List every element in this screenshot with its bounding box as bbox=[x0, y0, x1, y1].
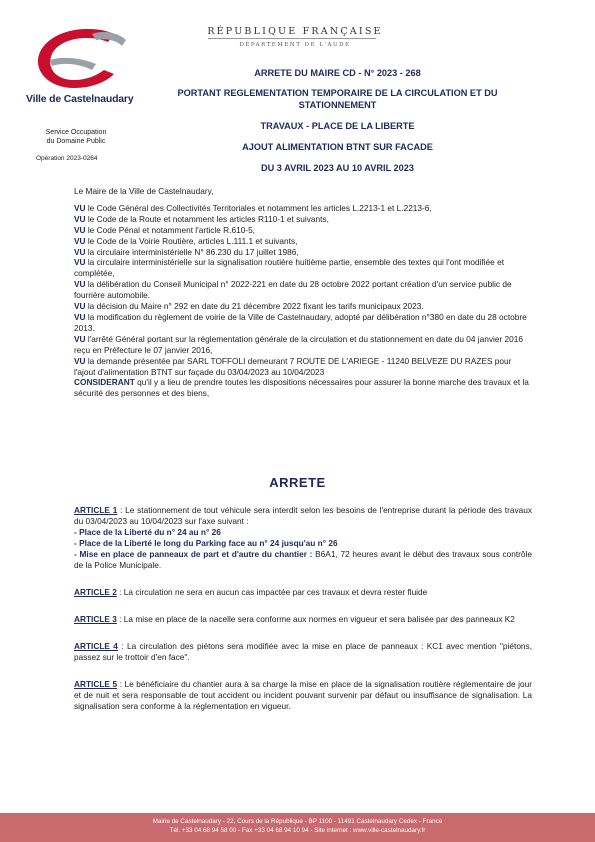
vu-text: le Code Pénal et notamment l'article R.610-5, bbox=[85, 224, 255, 235]
vu-label: VU bbox=[74, 246, 86, 257]
article-text: : La circulation ne sera en aucun cas impactée par ces travaux et devra rester fluide bbox=[116, 587, 428, 597]
city-name: Ville de Castelnaudary bbox=[26, 93, 134, 105]
article-label: ARTICLE 4 bbox=[74, 641, 118, 651]
vu-item bbox=[74, 301, 532, 312]
vu-text: la décision du Maire n° 292 en date du 21 décembre 2022 fixant les tarifs municipaux 2023. bbox=[85, 301, 424, 312]
department-title: DÉPARTEMENT DE L'AUDE bbox=[239, 42, 351, 48]
article-3 bbox=[74, 614, 532, 625]
article-label: ARTICLE 2 bbox=[74, 587, 117, 597]
vu-text: le Code Général des Collectivités Territoriales et notamment les articles L.2213-1 et L.2213-6, bbox=[85, 202, 432, 213]
vu-item bbox=[74, 356, 532, 378]
republic-divider bbox=[208, 38, 376, 39]
vu-label: VU bbox=[74, 224, 86, 235]
decree-subject-line-2: STATIONNEMENT bbox=[298, 99, 377, 110]
service-line-2: du Domaine Public bbox=[46, 138, 106, 145]
page-footer bbox=[0, 813, 595, 842]
considerant-item bbox=[74, 377, 532, 399]
considerant-label: CONSIDERANT bbox=[74, 377, 135, 388]
vu-text: la modification du règlement de voirie de la Ville de Castelnaudary, adopté par délibération n°380 en date du 28 octobre 2013. bbox=[74, 311, 527, 333]
vu-label: VU bbox=[74, 202, 86, 213]
decree-number: ARRETE DU MAIRE CD - N° 2023 - 268 bbox=[254, 68, 421, 78]
article-4 bbox=[74, 641, 532, 663]
vu-label: VU bbox=[74, 213, 86, 224]
decree-works: TRAVAUX - PLACE DE LA LIBERTE bbox=[260, 121, 415, 131]
decree-dates: DU 3 AVRIL 2023 AU 10 AVRIL 2023 bbox=[260, 163, 415, 173]
vu-label: VU bbox=[74, 301, 86, 312]
vu-item bbox=[74, 203, 532, 214]
decree-works-detail: AJOUT ALIMENTATION BTNT SUR FACADE bbox=[242, 142, 433, 152]
arrete-heading: ARRETE bbox=[269, 475, 326, 490]
vu-item bbox=[74, 312, 532, 334]
vu-text: l'arrêté Général portant sur la réglementation générale de la circulation et du stationnement en date du 04 janvier 2016 reçu en Préfecture le 07 janvier 2016, bbox=[74, 333, 523, 355]
preamble bbox=[74, 186, 532, 399]
vu-label: VU bbox=[74, 333, 86, 344]
article-label: ARTICLE 3 bbox=[74, 614, 117, 624]
article-1-signs-label: - Mise en place de panneaux de part et d'autre du chantier : bbox=[74, 549, 313, 559]
article-1 bbox=[74, 505, 532, 571]
article-label: ARTICLE 5 bbox=[74, 679, 118, 689]
vu-label: VU bbox=[74, 279, 86, 290]
footer-contact: Tél. +33 04 68 94 58 00 - Fax +33 04 68 94 10 94 - Site internet : www.ville-castelnaudary.fr bbox=[169, 827, 426, 834]
article-5 bbox=[74, 679, 532, 712]
article-text: : Le bénéficiaire du chantier aura à sa charge la mise en place de la signalisation routière réglementaire de jour et de nuit et sera responsable de tout accident ou incident pouvant survenir par défaut ou insuffisance de signalisation. La signalisation sera conforme à la réglementation en vigueur. bbox=[74, 679, 532, 711]
article-1-street-1: - Place de la Liberté du n° 24 au n° 26 bbox=[74, 527, 221, 537]
vu-label: VU bbox=[74, 311, 86, 322]
vu-item bbox=[74, 257, 532, 279]
article-text: : La mise en place de la nacelle sera conforme aux normes en vigueur et sera balisée par des panneaux K2 bbox=[116, 614, 515, 624]
vu-text: le Code de la Route et notamment les articles R110-1 et suivants, bbox=[85, 213, 329, 224]
vu-label: VU bbox=[74, 235, 86, 246]
operation-number: Opération 2023-0264 bbox=[36, 155, 98, 162]
vu-item bbox=[74, 279, 532, 301]
vu-item bbox=[74, 214, 532, 225]
vu-text: la délibération du Conseil Municipal n° 2022-221 en date du 28 octobre 2022 portant création d'un service public de fourrière automobile. bbox=[74, 279, 512, 301]
republic-title: RÉPUBLIQUE FRANÇAISE bbox=[207, 26, 383, 37]
article-2 bbox=[74, 587, 532, 598]
vu-item bbox=[74, 225, 532, 236]
vu-item bbox=[74, 236, 532, 247]
article-1-signs-text: B6A1, 72 heures avant le début des travaux sous contrôle de la Police Municipale. bbox=[74, 549, 532, 570]
vu-text: la circulaire interministérielle N° 86.230 du 17 juillet 1986, bbox=[85, 246, 299, 257]
vu-label: VU bbox=[74, 355, 86, 366]
service-block bbox=[30, 128, 122, 146]
article-1-street-2: - Place de la Liberté le long du Parking face au n° 24 jusqu'au n° 26 bbox=[74, 538, 338, 548]
vu-text: la circulaire interministérielle sur la signalisation routière huitième partie, ensemble des textes qui l'ont modifiée et complétée, bbox=[74, 257, 505, 279]
vu-text: le Code de la Voirie Routière, articles L.111.1 et suivants, bbox=[85, 235, 298, 246]
footer-address: Mairie de Castelnaudary - 22, Cours de la République - BP 1100 - 11491 Castelnaudary Cedex - France bbox=[152, 818, 443, 825]
city-logo-icon bbox=[22, 26, 142, 96]
articles bbox=[74, 505, 532, 721]
decree-subject-line-1: PORTANT REGLEMENTATION TEMPORAIRE DE LA CIRCULATION ET DU bbox=[177, 88, 498, 98]
article-text: : La circulation des piétons sera modifiée avec la mise en place de panneaux : KC1 avec mention "piétons, passez sur le trottoir d'en face". bbox=[74, 641, 532, 662]
article-text: : Le stationnement de tout véhicule sera interdit selon les besoins de l'entreprise durant la période des travaux du 03/04/2023 au 10/04/2023 sur l'axe suivant : bbox=[74, 505, 532, 526]
vu-item bbox=[74, 247, 532, 258]
service-line-1: Service Occupation bbox=[45, 129, 107, 136]
article-label: ARTICLE 1 bbox=[74, 505, 118, 515]
considerant-text: qu'il y a lieu de prendre toutes les dispositions nécessaires pour assurer la bonne marche des travaux et la sécurité des personnes et des biens, bbox=[74, 377, 529, 399]
vu-item bbox=[74, 334, 532, 356]
vu-label: VU bbox=[74, 257, 86, 268]
vu-text: la demande présentée par SARL TOFFOLI demeurant 7 ROUTE DE L'ARIEGE - 11240 BELVEZE DU RAZES pour l'ajout d'alimentation BTNT sur façade du 03/04/2023 au 10/04/2023 bbox=[74, 355, 512, 377]
preamble-intro: Le Maire de la Ville de Castelnaudary, bbox=[74, 186, 214, 196]
